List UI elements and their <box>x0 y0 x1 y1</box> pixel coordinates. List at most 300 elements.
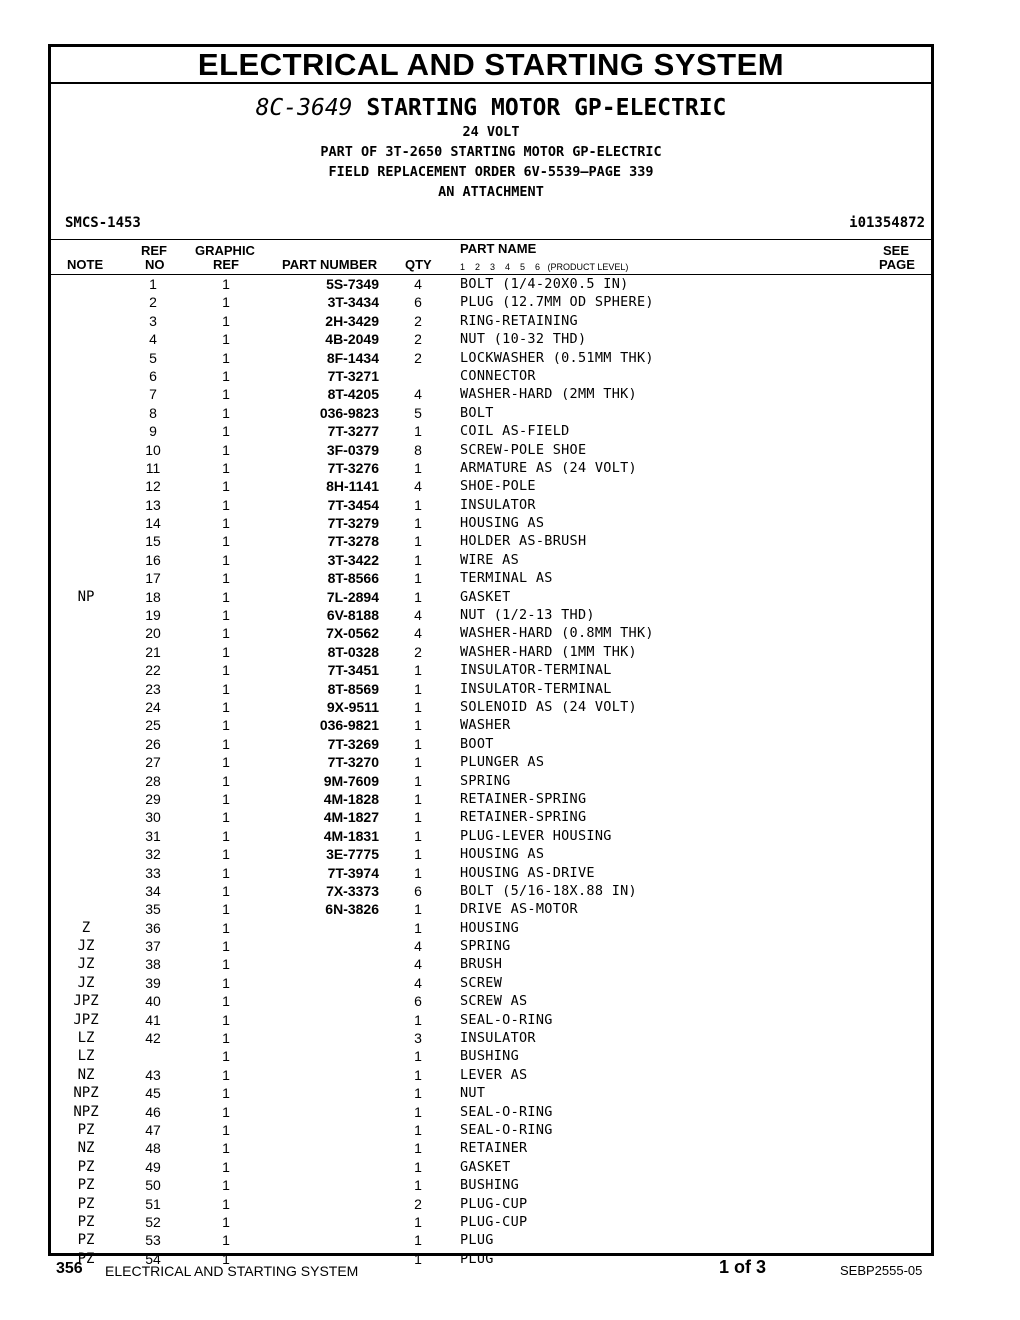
row-graphic-ref: 1 <box>222 496 230 513</box>
row-qty: 1 <box>414 459 422 476</box>
row-part-name: PLUNGER AS <box>460 754 545 771</box>
row-ref-no: 19 <box>145 607 161 624</box>
row-part-number: 8T-4205 <box>327 386 379 403</box>
row-part-number: 2H-3429 <box>325 312 379 329</box>
header-line-field-replacement: FIELD REPLACEMENT ORDER 6V-5539—PAGE 339 <box>328 164 654 180</box>
col-graphic-top: GRAPHIC <box>195 243 255 258</box>
row-part-name: SCREW <box>460 974 503 991</box>
row-part-name: NUT (1/2-13 THD) <box>460 607 595 624</box>
row-note: LZ <box>77 1030 95 1047</box>
row-graphic-ref: 1 <box>222 974 230 991</box>
row-part-name: HOUSING AS-DRIVE <box>460 864 595 881</box>
row-qty: 1 <box>414 662 422 679</box>
row-qty: 1 <box>414 790 422 807</box>
row-ref-no: 42 <box>145 1030 161 1047</box>
table-row <box>51 588 931 606</box>
table-row <box>51 974 931 992</box>
row-ref-no: 13 <box>145 496 161 513</box>
group-header <box>51 94 931 240</box>
row-part-number: 8F-1434 <box>326 349 379 366</box>
row-qty: 1 <box>414 515 422 532</box>
row-graphic-ref: 1 <box>222 1140 230 1157</box>
row-qty: 1 <box>414 1085 422 1102</box>
row-ref-no: 40 <box>145 993 161 1010</box>
row-qty: 1 <box>414 919 422 936</box>
row-qty: 1 <box>414 1121 422 1138</box>
row-graphic-ref: 1 <box>222 772 230 789</box>
row-part-number: 7T-3277 <box>327 423 379 440</box>
row-ref-no: 36 <box>145 919 161 936</box>
row-qty: 4 <box>414 607 422 624</box>
table-row <box>51 845 931 863</box>
row-qty: 4 <box>414 386 422 403</box>
table-row <box>51 661 931 679</box>
row-qty: 2 <box>414 1195 422 1212</box>
row-qty: 1 <box>414 533 422 550</box>
row-graphic-ref: 1 <box>222 294 230 311</box>
row-part-number: 9X-9511 <box>326 698 379 715</box>
table-row <box>51 422 931 440</box>
row-ref-no: 34 <box>145 882 161 899</box>
row-graphic-ref: 1 <box>222 1195 230 1212</box>
table-row <box>51 1011 931 1029</box>
row-ref-no: 46 <box>145 1103 161 1120</box>
row-part-name: SEAL-O-RING <box>460 1121 553 1138</box>
row-graphic-ref: 1 <box>222 901 230 918</box>
row-note: LZ <box>77 1048 95 1065</box>
table-row <box>51 367 931 385</box>
row-part-name: RETAINER <box>460 1140 528 1157</box>
table-row <box>51 882 931 900</box>
row-qty: 1 <box>414 588 422 605</box>
row-part-name: INSULATOR <box>460 496 536 513</box>
row-graphic-ref: 1 <box>222 790 230 807</box>
row-part-number: 7T-3269 <box>327 735 379 752</box>
row-ref-no: 11 <box>145 459 161 476</box>
row-part-name: HOUSING <box>460 919 519 936</box>
row-note: PZ <box>77 1177 95 1194</box>
row-graphic-ref: 1 <box>222 643 230 660</box>
row-ref-no: 22 <box>145 662 161 679</box>
table-row <box>51 1231 931 1249</box>
table-row <box>51 441 931 459</box>
row-graphic-ref: 1 <box>222 882 230 899</box>
row-ref-no: 15 <box>145 533 161 550</box>
row-part-name: RING-RETAINING <box>460 312 578 329</box>
col-product-levels: 1 2 3 4 5 6 (PRODUCT LEVEL) <box>460 262 629 272</box>
table-row <box>51 1066 931 1084</box>
table-row <box>51 459 931 477</box>
row-qty: 1 <box>414 1011 422 1028</box>
row-part-name: INSULATOR <box>460 1030 536 1047</box>
row-qty: 4 <box>414 938 422 955</box>
table-row <box>51 772 931 790</box>
row-qty: 1 <box>414 901 422 918</box>
row-graphic-ref: 1 <box>222 588 230 605</box>
row-part-name: SHOE-POLE <box>460 478 536 495</box>
row-ref-no: 8 <box>149 404 157 421</box>
table-row <box>51 1103 931 1121</box>
row-part-name: WASHER <box>460 717 511 734</box>
row-part-number: 036-9821 <box>319 717 379 734</box>
table-row <box>51 1029 931 1047</box>
row-graphic-ref: 1 <box>222 717 230 734</box>
row-graphic-ref: 1 <box>222 938 230 955</box>
row-part-name: BOLT (1/4-20X0.5 IN) <box>460 276 629 292</box>
row-part-name: INSULATOR-TERMINAL <box>460 680 612 697</box>
row-ref-no: 3 <box>149 312 157 329</box>
row-part-name: PLUG <box>460 1232 494 1249</box>
table-row <box>51 1213 931 1231</box>
row-note: NPZ <box>73 1103 99 1120</box>
row-qty: 1 <box>414 754 422 771</box>
row-note: PZ <box>77 1121 95 1138</box>
row-graphic-ref: 1 <box>222 386 230 403</box>
table-row <box>51 919 931 937</box>
footer-doc-id: SEBP2555-05 <box>840 1263 923 1278</box>
row-qty: 1 <box>414 1232 422 1249</box>
row-qty: 1 <box>414 423 422 440</box>
row-qty: 4 <box>414 276 422 292</box>
row-part-number: 7T-3276 <box>327 459 379 476</box>
row-part-name: COIL AS-FIELD <box>460 423 570 440</box>
row-part-name: BUSHING <box>460 1048 519 1065</box>
row-note: Z <box>81 919 91 936</box>
row-note: NP <box>77 588 95 605</box>
table-row <box>51 864 931 882</box>
row-graphic-ref: 1 <box>222 1011 230 1028</box>
row-qty: 1 <box>414 735 422 752</box>
header-line-voltage: 24 VOLT <box>462 124 520 140</box>
row-graphic-ref: 1 <box>222 1066 230 1083</box>
row-graphic-ref: 1 <box>222 459 230 476</box>
row-graphic-ref: 1 <box>222 1085 230 1102</box>
footer-page-number: 356 <box>56 1260 83 1277</box>
row-qty: 1 <box>414 809 422 826</box>
table-row <box>51 275 931 293</box>
row-part-number: 7T-3454 <box>327 496 379 513</box>
row-ref-no: 14 <box>145 515 161 532</box>
row-qty: 6 <box>414 294 422 311</box>
row-part-number: 036-9823 <box>319 404 379 421</box>
row-part-name: PLUG-LEVER HOUSING <box>460 827 612 844</box>
table-row <box>51 496 931 514</box>
row-part-name: WIRE AS <box>460 551 519 568</box>
row-graphic-ref: 1 <box>222 367 230 384</box>
table-row <box>51 477 931 495</box>
table-row <box>51 643 931 661</box>
col-part-number: PART NUMBER <box>282 257 378 272</box>
table-row <box>51 312 931 330</box>
row-part-name: GASKET <box>460 1158 511 1175</box>
footer-section: ELECTRICAL AND STARTING SYSTEM <box>105 1263 359 1279</box>
row-part-number: 9M-7609 <box>323 772 379 789</box>
row-ref-no: 47 <box>145 1121 161 1138</box>
row-part-name: WASHER-HARD (2MM THK) <box>460 386 637 403</box>
row-part-number: 7T-3271 <box>327 367 379 384</box>
smcs-code: SMCS-1453 <box>65 215 141 231</box>
column-headers <box>51 240 931 275</box>
row-graphic-ref: 1 <box>222 827 230 844</box>
row-ref-no: 24 <box>145 698 161 715</box>
row-qty: 4 <box>414 625 422 642</box>
row-qty: 1 <box>414 496 422 513</box>
row-part-number: 3T-3434 <box>327 294 379 311</box>
table-row <box>51 606 931 624</box>
row-qty: 3 <box>414 1030 422 1047</box>
row-graphic-ref: 1 <box>222 607 230 624</box>
row-graphic-ref: 1 <box>222 809 230 826</box>
row-note: PZ <box>77 1158 95 1175</box>
row-ref-no: 16 <box>145 551 161 568</box>
col-note: NOTE <box>67 257 104 272</box>
col-ref-bottom: NO <box>145 257 165 272</box>
row-part-number: 3T-3422 <box>327 551 379 568</box>
row-ref-no: 28 <box>145 772 161 789</box>
row-ref-no: 4 <box>149 331 157 348</box>
table-row <box>51 808 931 826</box>
row-part-number: 6N-3826 <box>325 901 379 918</box>
row-ref-no: 23 <box>145 680 161 697</box>
row-qty: 1 <box>414 1158 422 1175</box>
table-row <box>51 790 931 808</box>
row-part-number: 8H-1141 <box>326 478 379 495</box>
row-qty: 1 <box>414 1250 422 1267</box>
row-part-number: 7T-3270 <box>327 754 379 771</box>
row-graphic-ref: 1 <box>222 625 230 642</box>
table-row <box>51 827 931 845</box>
row-graphic-ref: 1 <box>222 1250 230 1267</box>
footer-page-of: 1 of 3 <box>719 1257 767 1277</box>
row-part-number: 4M-1831 <box>323 827 379 844</box>
row-part-name: INSULATOR-TERMINAL <box>460 662 612 679</box>
row-part-name: PLUG-CUP <box>460 1195 528 1212</box>
row-part-name: BOOT <box>460 735 494 752</box>
row-part-name: SCREW-POLE SHOE <box>460 441 587 458</box>
row-part-name: SPRING <box>460 772 511 789</box>
row-note: NPZ <box>73 1085 99 1102</box>
row-note: PZ <box>77 1213 95 1230</box>
table-row <box>51 900 931 918</box>
row-part-name: BRUSH <box>460 956 503 973</box>
row-ref-no: 31 <box>145 827 161 844</box>
row-ref-no: 41 <box>145 1011 161 1028</box>
row-ref-no: 37 <box>145 938 161 955</box>
row-graphic-ref: 1 <box>222 533 230 550</box>
row-part-number: 3E-7775 <box>326 846 379 863</box>
row-graphic-ref: 1 <box>222 993 230 1010</box>
row-ref-no: 49 <box>145 1158 161 1175</box>
row-qty: 1 <box>414 1066 422 1083</box>
row-qty: 1 <box>414 1103 422 1120</box>
row-graphic-ref: 1 <box>222 1213 230 1230</box>
row-ref-no: 50 <box>145 1177 161 1194</box>
row-qty: 2 <box>414 312 422 329</box>
row-note: NZ <box>77 1066 95 1083</box>
row-qty: 1 <box>414 1140 422 1157</box>
header-line-attachment: AN ATTACHMENT <box>438 184 544 200</box>
parts-list <box>51 275 931 1268</box>
row-ref-no: 43 <box>145 1066 161 1083</box>
row-part-name: DRIVE AS-MOTOR <box>460 901 578 918</box>
col-see-bottom: PAGE <box>879 257 915 272</box>
row-part-number: 8T-8569 <box>327 680 379 697</box>
row-note: PZ <box>77 1232 95 1249</box>
row-note: JPZ <box>73 993 99 1010</box>
table-row <box>51 1176 931 1194</box>
table-row <box>51 551 931 569</box>
row-graphic-ref: 1 <box>222 423 230 440</box>
row-part-name: HOLDER AS-BRUSH <box>460 533 587 550</box>
row-qty: 2 <box>414 349 422 366</box>
row-part-number: 5S-7349 <box>326 276 379 292</box>
row-graphic-ref: 1 <box>222 680 230 697</box>
row-note: JZ <box>77 938 95 955</box>
row-note: JZ <box>77 974 95 991</box>
row-part-number: 4M-1827 <box>323 809 379 826</box>
row-note: NZ <box>77 1140 95 1157</box>
table-row <box>51 569 931 587</box>
row-qty: 1 <box>414 1048 422 1065</box>
row-part-name: NUT <box>460 1085 486 1102</box>
row-note: PZ <box>77 1250 95 1267</box>
row-ref-no: 51 <box>145 1195 161 1212</box>
table-row <box>51 955 931 973</box>
row-graphic-ref: 1 <box>222 515 230 532</box>
col-qty: QTY <box>405 257 432 272</box>
row-qty: 1 <box>414 1213 422 1230</box>
row-graphic-ref: 1 <box>222 662 230 679</box>
row-part-number: 7T-3278 <box>327 533 379 550</box>
row-qty: 1 <box>414 698 422 715</box>
row-part-name: CONNECTOR <box>460 367 536 384</box>
row-qty: 1 <box>414 551 422 568</box>
row-graphic-ref: 1 <box>222 570 230 587</box>
row-part-name: SCREW AS <box>460 993 528 1010</box>
row-part-name: HOUSING AS <box>460 515 545 532</box>
row-ref-no: 20 <box>145 625 161 642</box>
row-ref-no: 18 <box>145 588 161 605</box>
row-part-name: BOLT (5/16-18X.88 IN) <box>460 882 637 899</box>
row-graphic-ref: 1 <box>222 478 230 495</box>
table-row <box>51 532 931 550</box>
row-qty: 1 <box>414 1177 422 1194</box>
row-qty: 4 <box>414 974 422 991</box>
row-ref-no: 1 <box>149 276 157 292</box>
row-ref-no: 26 <box>145 735 161 752</box>
table-row <box>51 1047 931 1065</box>
row-ref-no: 39 <box>145 974 161 991</box>
row-ref-no: 48 <box>145 1140 161 1157</box>
row-ref-no: 52 <box>145 1213 161 1230</box>
row-part-name: RETAINER-SPRING <box>460 790 587 807</box>
row-qty: 1 <box>414 772 422 789</box>
table-row <box>51 1158 931 1176</box>
row-note: PZ <box>77 1195 95 1212</box>
row-ref-no: 6 <box>149 367 157 384</box>
row-ref-no: 10 <box>145 441 161 458</box>
row-part-number: 7T-3279 <box>327 515 379 532</box>
row-graphic-ref: 1 <box>222 1177 230 1194</box>
row-part-number: 6V-8188 <box>326 607 379 624</box>
table-row <box>51 735 931 753</box>
row-part-number: 7L-2894 <box>326 588 379 605</box>
row-graphic-ref: 1 <box>222 1158 230 1175</box>
row-part-number: 4M-1828 <box>323 790 379 807</box>
table-row <box>51 753 931 771</box>
row-part-number: 7T-3974 <box>327 864 379 881</box>
row-part-number: 7X-3373 <box>326 882 379 899</box>
row-part-name: LEVER AS <box>460 1066 528 1083</box>
row-graphic-ref: 1 <box>222 956 230 973</box>
row-ref-no: 35 <box>145 901 161 918</box>
row-qty: 1 <box>414 846 422 863</box>
row-part-name: WASHER-HARD (0.8MM THK) <box>460 625 654 642</box>
row-ref-no: 33 <box>145 864 161 881</box>
row-ref-no: 29 <box>145 790 161 807</box>
group-subtitle <box>51 94 931 122</box>
row-ref-no: 21 <box>145 643 161 660</box>
row-part-name: ARMATURE AS (24 VOLT) <box>460 459 637 476</box>
row-graphic-ref: 1 <box>222 551 230 568</box>
row-ref-no: 32 <box>145 846 161 863</box>
row-part-name: RETAINER-SPRING <box>460 809 587 826</box>
row-qty: 4 <box>414 478 422 495</box>
row-part-number: 8T-0328 <box>327 643 379 660</box>
row-part-name: PLUG-CUP <box>460 1213 528 1230</box>
row-part-name: BOLT <box>460 404 494 421</box>
row-graphic-ref: 1 <box>222 735 230 752</box>
row-part-name: PLUG (12.7MM OD SPHERE) <box>460 294 654 311</box>
row-part-number: 7T-3451 <box>327 662 379 679</box>
group-part-number: 8C-3649 <box>255 95 353 121</box>
row-graphic-ref: 1 <box>222 846 230 863</box>
row-ref-no: 5 <box>149 349 157 366</box>
row-ref-no: 25 <box>145 717 161 734</box>
row-qty: 8 <box>414 441 422 458</box>
table-row <box>51 1195 931 1213</box>
row-graphic-ref: 1 <box>222 919 230 936</box>
row-part-name: TERMINAL AS <box>460 570 553 587</box>
row-qty: 1 <box>414 680 422 697</box>
row-ref-no: 12 <box>145 478 161 495</box>
table-row <box>51 385 931 403</box>
row-part-name: SPRING <box>460 938 511 955</box>
row-part-name: PLUG <box>460 1250 494 1267</box>
table-row <box>51 937 931 955</box>
group-description: STARTING MOTOR GP-ELECTRIC <box>366 95 727 121</box>
row-graphic-ref: 1 <box>222 1048 230 1065</box>
row-part-name: WASHER-HARD (1MM THK) <box>460 643 637 660</box>
col-graphic-bottom: REF <box>213 257 239 272</box>
table-row <box>51 330 931 348</box>
row-part-name: SOLENOID AS (24 VOLT) <box>460 698 637 715</box>
row-qty: 5 <box>414 404 422 421</box>
row-graphic-ref: 1 <box>222 864 230 881</box>
table-row <box>51 698 931 716</box>
row-qty: 1 <box>414 717 422 734</box>
table-row <box>51 293 931 311</box>
table-row <box>51 349 931 367</box>
header-line-part-of: PART OF 3T-2650 STARTING MOTOR GP-ELECTRIC <box>320 144 662 160</box>
col-part-name: PART NAME <box>460 241 537 256</box>
page-title: ELECTRICAL AND STARTING SYSTEM <box>51 47 931 84</box>
row-qty: 1 <box>414 570 422 587</box>
row-part-name: LOCKWASHER (0.51MM THK) <box>460 349 654 366</box>
row-part-name: NUT (10-32 THD) <box>460 331 587 348</box>
row-graphic-ref: 1 <box>222 441 230 458</box>
col-see-top: SEE <box>883 243 910 258</box>
